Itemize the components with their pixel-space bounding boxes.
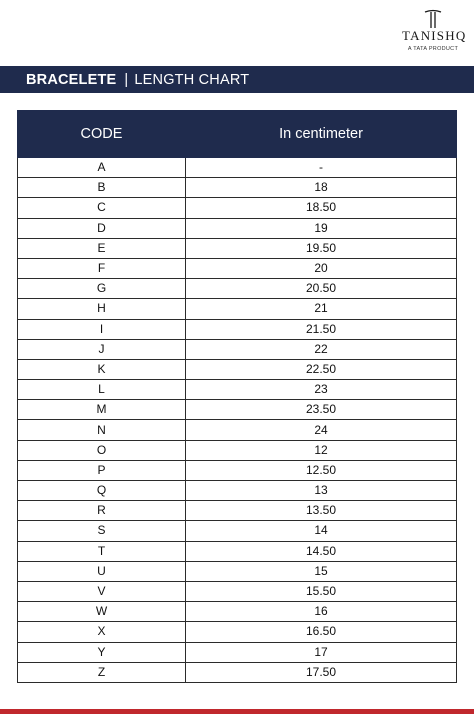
footer-accent-bar: [0, 709, 474, 714]
table-header-row: [18, 111, 457, 158]
code-cell: P: [18, 460, 186, 480]
centimeter-cell: 22.50: [186, 359, 457, 379]
table-row: [18, 602, 457, 622]
table-row: [18, 178, 457, 198]
code-cell: B: [18, 178, 186, 198]
centimeter-cell: 14.50: [186, 541, 457, 561]
centimeter-cell: 21: [186, 299, 457, 319]
table-row: [18, 218, 457, 238]
title-light: LENGTH CHART: [134, 71, 250, 88]
centimeter-cell: 23: [186, 380, 457, 400]
code-cell: T: [18, 541, 186, 561]
title-banner: [0, 66, 474, 93]
centimeter-cell: 17.50: [186, 662, 457, 682]
brand-tagline: A TATA PRODUCT: [407, 46, 459, 52]
table-row: [18, 258, 457, 278]
table-row: [18, 359, 457, 379]
centimeter-cell: 20.50: [186, 279, 457, 299]
brand-logo: [402, 8, 467, 53]
title-bold: BRACELETE: [26, 71, 117, 88]
table-row: [18, 642, 457, 662]
centimeter-cell: 21.50: [186, 319, 457, 339]
code-cell: U: [18, 561, 186, 581]
centimeter-cell: 13: [186, 481, 457, 501]
code-cell: C: [18, 198, 186, 218]
code-cell: J: [18, 339, 186, 359]
centimeter-cell: 19: [186, 218, 457, 238]
table-body: [18, 158, 457, 683]
code-cell: Z: [18, 662, 186, 682]
brand-name: TANISHQ: [402, 28, 467, 43]
table-row: [18, 299, 457, 319]
code-cell: I: [18, 319, 186, 339]
code-cell: V: [18, 581, 186, 601]
table-row: [18, 460, 457, 480]
table-row: [18, 339, 457, 359]
table-row: [18, 238, 457, 258]
code-cell: H: [18, 299, 186, 319]
code-cell: E: [18, 238, 186, 258]
centimeter-cell: 23.50: [186, 400, 457, 420]
code-cell: O: [18, 440, 186, 460]
code-cell: M: [18, 400, 186, 420]
title-separator: |: [124, 71, 129, 88]
table-row: [18, 198, 457, 218]
table-row: [18, 380, 457, 400]
length-chart-table: [17, 110, 457, 683]
table-row: [18, 521, 457, 541]
centimeter-cell: 14: [186, 521, 457, 541]
table-row: [18, 662, 457, 682]
table-row: [18, 541, 457, 561]
code-cell: Y: [18, 642, 186, 662]
code-cell: X: [18, 622, 186, 642]
header-code: CODE: [18, 111, 186, 158]
code-cell: A: [18, 158, 186, 178]
table-row: [18, 400, 457, 420]
table-row: [18, 622, 457, 642]
code-cell: G: [18, 279, 186, 299]
table-row: [18, 501, 457, 521]
code-cell: L: [18, 380, 186, 400]
table-row: [18, 440, 457, 460]
centimeter-cell: 15.50: [186, 581, 457, 601]
table-row: [18, 279, 457, 299]
centimeter-cell: 16.50: [186, 622, 457, 642]
centimeter-cell: 18: [186, 178, 457, 198]
code-cell: N: [18, 420, 186, 440]
code-cell: W: [18, 602, 186, 622]
centimeter-cell: 17: [186, 642, 457, 662]
header-centimeter: In centimeter: [186, 111, 457, 158]
centimeter-cell: -: [186, 158, 457, 178]
centimeter-cell: 13.50: [186, 501, 457, 521]
code-cell: F: [18, 258, 186, 278]
code-cell: D: [18, 218, 186, 238]
centimeter-cell: 15: [186, 561, 457, 581]
code-cell: S: [18, 521, 186, 541]
centimeter-cell: 19.50: [186, 238, 457, 258]
table-row: [18, 481, 457, 501]
table-row: [18, 158, 457, 178]
centimeter-cell: 22: [186, 339, 457, 359]
code-cell: R: [18, 501, 186, 521]
table-row: [18, 561, 457, 581]
table-row: [18, 581, 457, 601]
table-row: [18, 319, 457, 339]
centimeter-cell: 12: [186, 440, 457, 460]
centimeter-cell: 12.50: [186, 460, 457, 480]
centimeter-cell: 24: [186, 420, 457, 440]
code-cell: Q: [18, 481, 186, 501]
centimeter-cell: 20: [186, 258, 457, 278]
centimeter-cell: 16: [186, 602, 457, 622]
centimeter-cell: 18.50: [186, 198, 457, 218]
tanishq-mark-icon: [422, 8, 444, 30]
table-row: [18, 420, 457, 440]
code-cell: K: [18, 359, 186, 379]
